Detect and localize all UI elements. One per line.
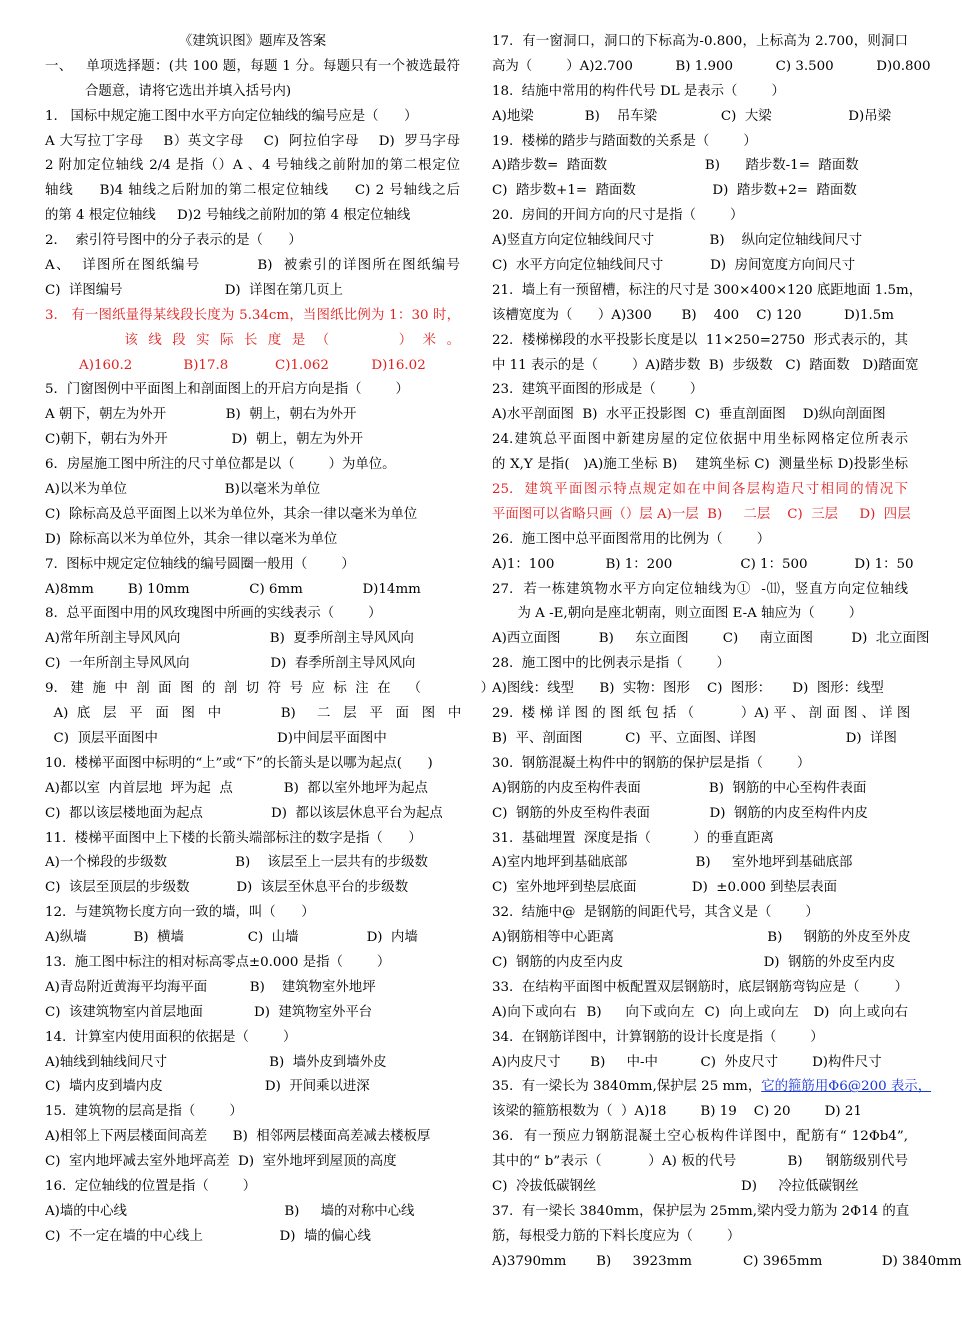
right-line (492, 204, 908, 229)
left-line (45, 1200, 460, 1225)
right-line (492, 1250, 962, 1275)
left-line (45, 1100, 460, 1125)
line-text: C) 钢筋的内皮至内皮 D) 钢筋的外皮至内皮 (492, 954, 896, 970)
line-text: 该 线 段 实 际 长 度 是 （ ） 米 。 (85, 332, 460, 348)
line-text: 中 11 表示的是（ ）A)踏步数 B) 步级数 C) 踏面数 D)踏面宽 (492, 357, 919, 373)
right-line (492, 55, 931, 80)
line-text: 5．门窗图例中平面图上和剖面图上的开启方向是指（ ） (45, 382, 409, 398)
right-line (492, 727, 908, 752)
right-line (492, 403, 908, 428)
line-text: A)踏步数= 踏面数 B) 踏步数-1= 踏面数 (492, 158, 859, 174)
line-text: C) 都以该层楼地面为起点 D) 都以该层休息平台为起点 (45, 805, 443, 821)
right-line (492, 876, 908, 901)
right-line (492, 80, 908, 105)
line-text: 9. 建 施 中 剖 面 图 的 剖 切 符 号 应 标 注 在 （ ） (45, 681, 494, 697)
line-text: 2 附加定位轴线 2/4 是指（）A 、4 号轴线之前附加的第二根定位 (45, 158, 460, 174)
line-text: A)钢筋相等中心距离 B) 钢筋的外皮至外皮 (492, 930, 911, 946)
left-line (45, 1125, 460, 1150)
right-line (492, 827, 908, 852)
left-line (45, 453, 460, 478)
line-text: A)都以室 内首层地 坪为起 点 B) 都以室外地坪为起点 (45, 780, 428, 796)
line-text: A)纵墙 B) 横墙 C) 山墙 D) 内墙 (45, 930, 418, 946)
left-line (45, 1075, 460, 1100)
left-line (45, 976, 460, 1001)
left-line (45, 1150, 460, 1175)
left-line (45, 702, 460, 727)
right-line (492, 627, 930, 652)
line-text: A)青岛附近黄海平均海平面 B) 建筑物室外地坪 (45, 979, 376, 995)
line-text: 30. 钢筋混凝土构件中的钢筋的保护层是指（ ） (492, 755, 811, 771)
line-text: 33. 在结构平面图中板配置双层钢筋时，底层钢筋弯钩应是（ ） (492, 979, 908, 995)
left-line (45, 926, 460, 951)
left-line (45, 279, 460, 304)
line-text: 1. 国标中规定施工图中水平方向定位轴线的编号应是（ ） (45, 108, 418, 124)
right-line (492, 130, 908, 155)
line-text: A)内皮尺寸 B) 中-中 C) 外皮尺寸 D)构件尺寸 (492, 1054, 882, 1070)
line-text: 15. 建筑物的层高是指（ ） (45, 1104, 243, 1120)
line-text: B) 平、剖面图 C) 平、立面图、详图 D) 详图 (492, 730, 897, 746)
left-line (45, 428, 460, 453)
left-line (45, 851, 460, 876)
line-text: 其中的“ b”表示（ ）A) 板的代号 B) 钢筋级别代号 (492, 1154, 908, 1170)
right-line (492, 154, 908, 179)
line-text: 筋，每根受力筋的下料长度应为（ ） (492, 1228, 741, 1244)
left-line (45, 204, 460, 229)
line-text: 35. 有一梁长为 3840mm,保护层 25 mm， (492, 1079, 762, 1095)
line-text: C) 墙内皮到墙内皮 D) 开间乘以进深 (45, 1079, 370, 1095)
line-text: 20. 房间的开间方向的尺寸是指（ ） (492, 208, 744, 224)
right-line (492, 254, 908, 279)
line-text: A 大写拉丁字母 B）英文字母 C) 阿拉伯字母 D) 罗马字母 (45, 133, 460, 149)
right-line (492, 702, 911, 727)
left-line (45, 951, 460, 976)
line-text: A)地梁 B) 吊车梁 C) 大梁 D)吊梁 (492, 108, 891, 124)
left-line (45, 1225, 460, 1250)
line-text: 轴线 B)4 轴线之后附加的第二根定位轴线 C) 2 号轴线之后 (45, 183, 460, 199)
line-text: 合题意，请将它选出并填入括号内) (85, 83, 292, 99)
right-line (492, 976, 908, 1001)
left-line (45, 528, 460, 553)
line-text: C) 一年所剖主导风风向 D) 春季所剖主导风风向 (45, 656, 416, 672)
left-line (45, 901, 460, 926)
line-text: 的 X,Y 是指( )A)施工坐标 B) 建筑坐标 C) 测量坐标 D)投影坐标 (492, 457, 908, 473)
left-line (45, 403, 460, 428)
line-text: A)水平剖面图 B) 水平正投影图 C) 垂直剖面图 D)纵向剖面图 (492, 407, 886, 423)
line-text: 24.建筑总平面图中新建房屋的定位依据中用坐标网格定位所表示 (492, 432, 908, 448)
line-text: A)3790mm B) 3923mm C) 3965mm D) 3840mm (492, 1253, 962, 1269)
right-line (492, 901, 908, 926)
right-line (492, 951, 908, 976)
right-line (492, 229, 908, 254)
right-line (492, 1200, 908, 1225)
left-line (45, 1026, 460, 1051)
line-text: A)一个梯段的步级数 B) 该层至上一层共有的步级数 (45, 855, 428, 871)
left-line (45, 154, 460, 179)
right-line (492, 652, 908, 677)
line-text: 平面图可以省略只画（）层 A)一层 B) 二层 C) 三层 D) 四层 (492, 506, 911, 522)
left-line (45, 478, 460, 503)
line-text: C) 顶层平面图中 D)中间层平面图中 (45, 730, 387, 746)
line-text: D) 除标高以米为单位外，其余一律以毫米为单位 (45, 531, 338, 547)
line-text: 29. 楼 梯 详 图 的 图 纸 包 括 （ ）A) 平 、 剖 面 图 、 详 图 (492, 706, 911, 722)
left-line (45, 727, 460, 752)
line-text: 一、 单项选择题：(共 100 题，每题 1 分。每题只有一个被选最符 (45, 58, 460, 74)
line-text: A)钢筋的内皮至构件表面 B) 钢筋的中心至构件表面 (492, 780, 867, 796)
line-text: 3. 有一图纸量得某线段长度为 5.34cm，当图纸比例为 1：30 时， (45, 307, 460, 323)
right-line (492, 553, 914, 578)
line-text: C) 该建筑物室内首层地面 D) 建筑物室外平台 (45, 1004, 373, 1020)
line-text: A)8mm B) 10mm C) 6mm D)14mm (45, 581, 421, 597)
line-text: A)图线：线型 B) 实物：图形 C) 图形： D) 图形：线型 (492, 681, 884, 697)
right-line (492, 802, 908, 827)
right-line (492, 179, 908, 204)
right-line (492, 354, 919, 379)
line-text: A)以米为单位 B)以毫米为单位 (45, 482, 321, 498)
left-line (45, 652, 460, 677)
line-text: 11. 楼梯平面图中上下楼的长箭头端部标注的数字是指（ ） (45, 830, 422, 846)
right-line (492, 453, 908, 478)
line-text: 27. 若一栋建筑物水平方向定位轴线为① -⑾，竖直方向定位轴线 (492, 581, 908, 597)
line-text: 该槽宽度为（ ）A)300 B) 400 C) 120 D)1.5m (492, 307, 894, 323)
line-text: C) 该层至顶层的步级数 D) 该层至休息平台的步级数 (45, 880, 409, 896)
line-text: 28. 施工图中的比例表示是指（ ） (492, 656, 730, 672)
left-line (45, 1175, 460, 1200)
left-line (45, 329, 460, 354)
left-line (45, 378, 460, 403)
line-text: 18. 结施中常用的构件代号 DL 是表示（ ） (492, 83, 785, 99)
right-line (492, 30, 908, 55)
left-line (45, 503, 460, 528)
line-text: C) 除标高及总平面图上以米为单位外，其余一律以毫米为单位 (45, 506, 418, 522)
left-line (45, 802, 460, 827)
right-line (492, 105, 908, 130)
right-line (492, 926, 911, 951)
left-line (45, 677, 494, 702)
line-text: 的第 4 根定位轴线 D)2 号轴线之前附加的第 4 根定位轴线 (45, 208, 411, 224)
right-line (492, 428, 908, 453)
left-column (45, 30, 494, 1250)
line-text: 22. 楼梯梯段的水平投影长度是以 11×250=2750 形式表示的，其 (492, 332, 908, 348)
line-text: A)西立面图 B) 东立面图 C) 南立面图 D) 北立面图 (492, 631, 930, 647)
right-column (492, 30, 962, 1275)
line-text: 7. 图标中规定定位轴线的编号圆圈一般用（ ） (45, 556, 355, 572)
left-line (45, 876, 460, 901)
right-line (492, 1100, 908, 1125)
right-line (492, 304, 908, 329)
line-text: C) 钢筋的外皮至构件表面 D) 钢筋的内皮至构件内皮 (492, 805, 868, 821)
line-text: A)轴线到轴线间尺寸 B) 墙外皮到墙外皮 (45, 1054, 387, 1070)
line-text: A)室内地坪到基础底部 B) 室外地坪到基础底部 (492, 855, 853, 871)
left-line (45, 229, 460, 254)
right-line (492, 1150, 908, 1175)
line-text: 31. 基础埋置 深度是指（ ）的垂直距离 (492, 830, 774, 846)
right-line (492, 851, 908, 876)
line-text: 8. 总平面图中用的风玫瑰图中所画的实线表示（ ） (45, 606, 382, 622)
line-text: 23. 建筑平面图的形成是（ ） (492, 382, 704, 398)
left-line (45, 827, 460, 852)
line-text: 37. 有一梁长 3840mm，保护层为 25mm,梁内受力筋为 2Φ14 的直 (492, 1203, 910, 1219)
left-line (45, 105, 460, 130)
line-text: C) 水平方向定位轴线间尺寸 D) 房间宽度方向间尺寸 (492, 258, 856, 274)
line-text: 17. 有一窗洞口，洞口的下标高为-0.800，上标高为 2.700，则洞口 (492, 34, 908, 49)
line-text: 34. 在钢筋详图中，计算钢筋的设计长度是指（ ） (492, 1029, 824, 1045)
line-text: 16. 定位轴线的位置是指（ ） (45, 1178, 257, 1194)
left-line (45, 304, 460, 329)
line-text: A)1：100 B) 1：200 C) 1：500 D) 1：50 (492, 556, 914, 572)
right-line (492, 1001, 908, 1026)
line-text: A)相邻上下两层楼面间高差 B) 相邻两层楼面高差减去楼板厚 (45, 1129, 431, 1145)
line-text: C) 冷拔低碳钢丝 D) 冷拉低碳钢丝 (492, 1178, 859, 1194)
right-line (492, 279, 923, 304)
line-text: 高为（ ）A)2.700 B) 1.900 C) 3.500 D)0.800 (492, 58, 931, 74)
right-line (492, 1225, 908, 1250)
line-text: 13. 施工图中标注的相对标高零点±0.000 是指（ ） (45, 954, 391, 970)
line-text: C) 室内地坪减去室外地坪高差 D) 室外地坪到屋顶的高度 (45, 1154, 397, 1170)
left-line (45, 602, 460, 627)
line-text: 36. 有一预应力钢筋混凝土空心板构件详图中，配筋有“ 12Φb4”, (492, 1129, 908, 1145)
right-line (492, 1125, 908, 1150)
left-line (45, 627, 460, 652)
left-line (45, 1001, 460, 1026)
right-line (492, 602, 908, 627)
line-text: C) 详图编号 D) 详图在第几页上 (45, 282, 343, 298)
right-line (492, 752, 908, 777)
right-line (492, 503, 911, 528)
line-text: A 朝下，朝左为外开 B) 朝上，朝右为外开 (45, 407, 357, 423)
right-line (492, 528, 908, 553)
left-line (45, 179, 460, 204)
line-text: 12. 与建筑物长度方向一致的墙，叫（ ） (45, 905, 315, 921)
left-line (45, 80, 460, 105)
line-text: A)墙的中心线 B) 墙的对称中心线 (45, 1203, 415, 1219)
line-text: 32. 结施中@ 是钢筋的间距代号，其含义是（ ） (492, 905, 819, 921)
left-line (45, 130, 460, 155)
right-line (492, 578, 908, 603)
line-text: 2． 索引符号图中的分子表示的是（ ） (45, 233, 302, 249)
line-text: 该梁的箍筋根数为（ ）A)18 B) 19 C) 20 D) 21 (492, 1104, 862, 1120)
left-line (45, 1051, 460, 1076)
line-text: 14. 计算室内使用面积的依据是（ ） (45, 1029, 297, 1045)
hyperlink-text[interactable]: 它的箍筋用Φ6@200 表示， (761, 1079, 932, 1095)
line-text: 《建筑识图》题库及答案 (178, 34, 327, 49)
right-line (492, 677, 908, 702)
line-text: A)常年所剖主导风风向 B) 夏季所剖主导风风向 (45, 631, 414, 647)
left-line (45, 55, 460, 80)
line-text: C)朝下，朝右为外开 D) 朝上，朝左为外开 (45, 432, 364, 448)
left-line (45, 752, 460, 777)
left-line (45, 354, 460, 379)
line-text: 为 A -E,朝向是座北朝南，则立面图 E-A 轴应为（ ） (492, 606, 863, 622)
right-line (492, 378, 908, 403)
line-text: A)向下或向右 B) 向下或向左 C) 向上或向左 D) 向上或向右 (492, 1004, 908, 1020)
line-text: 10. 楼梯平面图中标明的“上”或“下”的长箭头是以哪为起点( ) (45, 755, 433, 771)
right-line (492, 329, 908, 354)
left-line (45, 30, 460, 55)
line-text: A)竖直方向定位轴线间尺寸 B) 纵向定位轴线间尺寸 (492, 233, 863, 249)
line-text: 26. 施工图中总平面图常用的比例为（ ） (492, 531, 771, 547)
line-text: C) 踏步数+1= 踏面数 D) 踏步数+2= 踏面数 (492, 183, 857, 199)
line-text: C) 不一定在墙的中心线上 D) 墙的偏心线 (45, 1228, 371, 1244)
right-line (492, 1075, 932, 1100)
line-text: 21. 墙上有一预留槽，标注的尺寸是 300×400×120 底距地面 1.5m， (492, 282, 923, 298)
line-text: 19. 楼梯的踏步与踏面数的关系是（ ） (492, 133, 757, 149)
right-line (492, 777, 908, 802)
left-line (45, 777, 460, 802)
line-text: C) 室外地坪到垫层底面 D) ±0.000 到垫层表面 (492, 880, 838, 896)
left-line (45, 254, 460, 279)
left-line (45, 578, 460, 603)
right-line (492, 1026, 908, 1051)
line-text: 25. 建筑平面图示特点规定如在中间各层构造尺寸相同的情况下 (492, 482, 908, 498)
right-line (492, 1051, 908, 1076)
line-text: A) 底 层 平 面 图 中 B) 二 层 平 面 图 中 (45, 706, 462, 722)
line-text: A)160.2 B)17.8 C)1.062 D)16.02 (45, 357, 426, 373)
line-text: A、 详图所在图纸编号 B) 被索引的详图所在图纸编号 (45, 258, 460, 274)
right-line (492, 1175, 908, 1200)
line-text: 6．房屋施工图中所注的尺寸单位都是以（ ）为单位。 (45, 457, 396, 473)
left-line (45, 553, 460, 578)
right-line (492, 478, 908, 503)
